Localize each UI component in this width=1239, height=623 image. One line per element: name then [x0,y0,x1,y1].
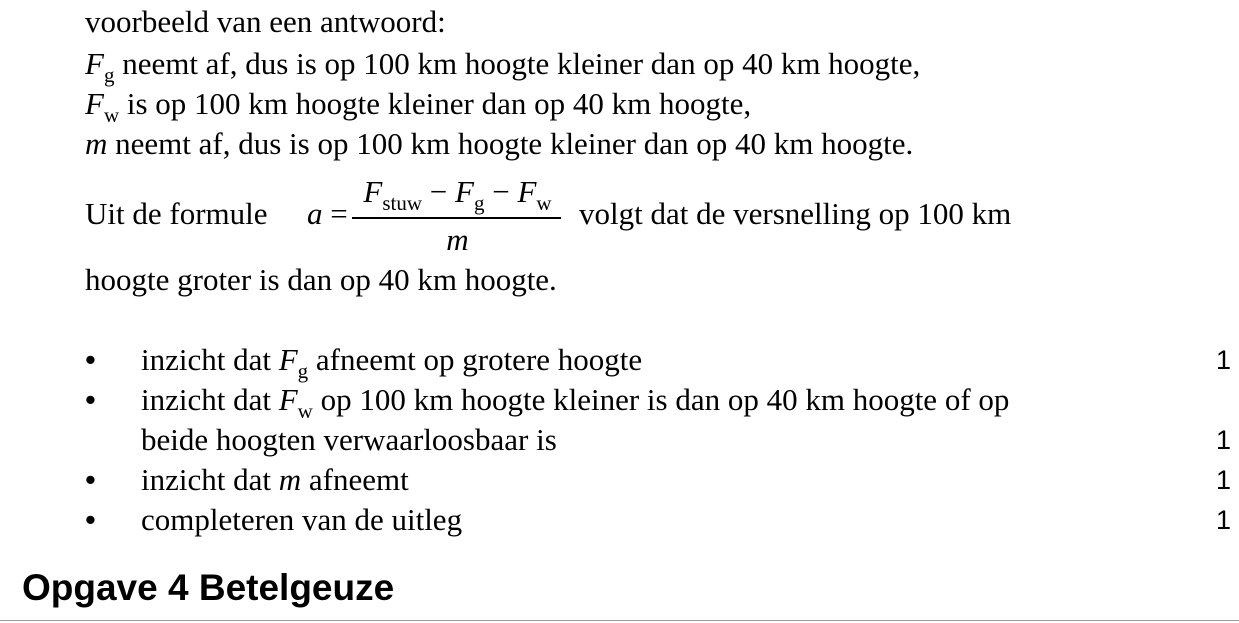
subscript-w: w [297,399,313,423]
bullet: • [85,462,96,497]
var-F: F [363,174,383,209]
criterion-3 [141,462,409,498]
var-F: F [455,174,474,209]
subscript-w: w [103,103,120,127]
bottom-divider [0,620,1239,621]
criterion-text: inzicht dat [141,382,279,417]
fraction-numerator [350,174,565,221]
bullet: • [85,342,96,377]
formula-suffix: volgt dat de versnelling op 100 km [579,196,1012,231]
var-m: m [446,222,469,257]
formula-prefix: Uit de formule [85,196,268,231]
var-F: F [278,382,298,417]
fraction-denominator [350,222,565,258]
subscript-g: g [473,191,485,215]
var-m: m [85,126,108,161]
subscript-g: g [297,359,309,383]
formula-lhs [307,196,348,232]
subscript-g: g [103,63,115,87]
subscript-stuw: stuw [382,191,423,215]
score-points: 1 [1215,465,1231,495]
subscript-w: w [536,191,552,215]
score-points: 1 [1215,425,1231,455]
var-a: a [307,196,323,231]
score-points: 1 [1215,345,1231,375]
var-F: F [85,86,104,121]
line-text: neemt af, dus is op 100 km hoogte kleiner dan op 40 km hoogte. [107,126,914,161]
conclusion-text: hoogte groter is dan op 40 km hoogte. [85,262,557,297]
criterion-text: inzicht dat [141,462,279,497]
criterion-text: inzicht dat [141,342,279,377]
line-text: neemt af, dus is op 100 km hoogte kleiner dan op 40 km hoogte, [114,46,921,81]
minus-sign: − [422,174,456,209]
equals-sign: = [322,196,348,231]
criterion-text: op 100 km hoogte kleiner is dan op 40 km hoogte of op [312,382,1010,417]
bullet: • [85,502,96,537]
answer-line-3 [85,126,913,162]
intro-text: voorbeeld van een antwoord: [85,4,446,39]
var-F: F [278,342,298,377]
bullet: • [85,382,96,417]
criterion-text: afneemt op grotere hoogte [308,342,643,377]
fraction-bar [352,217,561,219]
line-text: is op 100 km hoogte kleiner dan op 40 km hoogte, [119,86,752,121]
var-F: F [85,46,104,81]
fraction [350,170,565,260]
criterion-2-continuation: beide hoogten verwaarloosbaar is [141,422,557,457]
score-points: 1 [1215,505,1231,535]
var-m: m [278,462,302,497]
section-heading: Opgave 4 Betelgeuze [22,567,395,608]
criterion-4: completeren van de uitleg [141,502,463,537]
minus-sign: − [484,174,518,209]
var-F: F [517,174,537,209]
criterion-text: afneemt [301,462,409,497]
